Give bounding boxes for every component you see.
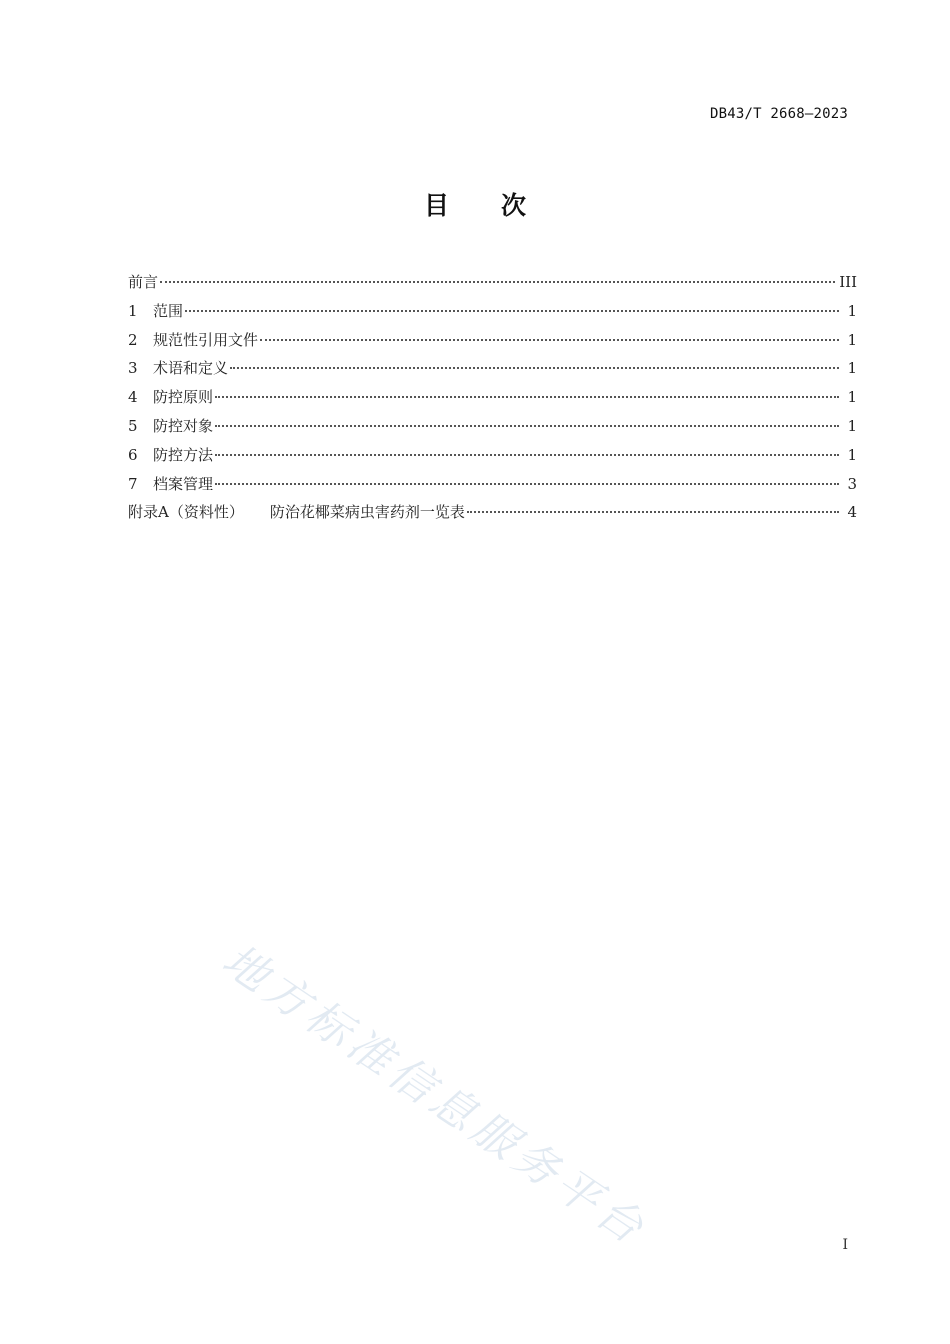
toc-entry-number: 1 bbox=[128, 301, 138, 320]
toc-entry-page: 1 bbox=[847, 416, 857, 435]
toc-entry-control-principles[interactable] bbox=[128, 383, 857, 412]
toc-entry-number: 3 bbox=[128, 359, 138, 378]
toc-entry-page: 3 bbox=[847, 474, 857, 493]
toc-entry-number: 7 bbox=[128, 474, 138, 493]
toc-entry-page: 1 bbox=[847, 330, 857, 349]
toc-entry-label: 附录A（资料性） bbox=[128, 503, 244, 522]
toc-entry-appendix-a[interactable] bbox=[128, 498, 857, 527]
toc-leader-dots bbox=[215, 396, 839, 398]
toc-entry-number: 5 bbox=[128, 416, 138, 435]
toc-leader-dots bbox=[215, 454, 839, 456]
toc-entry-label: 规范性引用文件 bbox=[153, 330, 259, 349]
toc-leader-dots bbox=[185, 310, 839, 312]
toc-leader-dots bbox=[260, 339, 839, 341]
toc-entry-terms-definitions[interactable] bbox=[128, 354, 857, 383]
toc-entry-label: 防控方法 bbox=[153, 445, 214, 464]
toc-entry-scope[interactable] bbox=[128, 297, 857, 326]
toc-entry-label: 防控对象 bbox=[153, 416, 214, 435]
toc-entry-page: 1 bbox=[847, 388, 857, 407]
toc-entry-page: III bbox=[839, 273, 857, 291]
toc-leader-dots bbox=[160, 281, 835, 283]
toc-entry-page: 1 bbox=[847, 359, 857, 378]
toc-entry-control-methods[interactable] bbox=[128, 441, 857, 470]
toc-entry-sublabel: 防治花椰菜病虫害药剂一览表 bbox=[269, 503, 465, 522]
toc-entry-label: 档案管理 bbox=[153, 474, 214, 493]
title-char-2: 次 bbox=[501, 191, 527, 220]
toc-leader-dots bbox=[215, 425, 839, 427]
title-char-1: 目 bbox=[423, 191, 449, 220]
toc-entry-records-management[interactable] bbox=[128, 470, 857, 499]
toc-entry-label: 术语和定义 bbox=[153, 359, 229, 378]
toc-entry-page: 4 bbox=[847, 503, 857, 522]
standard-code: DB43/T 2668—2023 bbox=[709, 106, 848, 122]
toc-entry-number: 2 bbox=[128, 330, 138, 349]
toc-leader-dots bbox=[230, 367, 839, 369]
toc-entry-label: 防控原则 bbox=[153, 388, 214, 407]
toc-entry-control-targets[interactable] bbox=[128, 412, 857, 441]
toc-entry-number: 6 bbox=[128, 445, 138, 464]
toc-entry-label: 范围 bbox=[153, 301, 184, 320]
toc-leader-dots bbox=[467, 511, 839, 513]
toc-leader-dots bbox=[215, 483, 839, 485]
toc-entry-label: 前言 bbox=[128, 273, 159, 291]
toc-entry-page: 1 bbox=[847, 445, 857, 464]
page-title bbox=[0, 186, 950, 222]
toc-entry-normative-references[interactable] bbox=[128, 326, 857, 355]
toc-entry-foreword[interactable] bbox=[128, 268, 857, 297]
toc-entry-number: 4 bbox=[128, 388, 138, 407]
toc-entry-page: 1 bbox=[847, 301, 857, 320]
watermark: 地方标准信息服务平台 bbox=[213, 934, 657, 1257]
table-of-contents bbox=[128, 268, 857, 527]
page-number: I bbox=[842, 1237, 848, 1253]
